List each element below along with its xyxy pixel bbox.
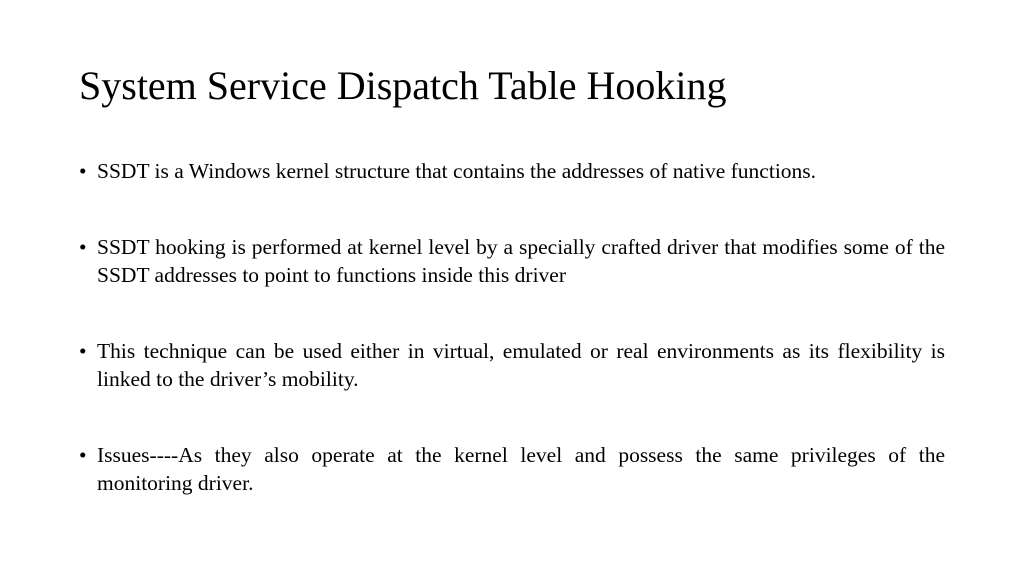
bullet-icon: •	[79, 159, 87, 183]
bullet-text: SSDT hooking is performed at kernel level by a specially crafted driver that modifies some of the SSDT addresses to point to functions inside this driver	[97, 235, 945, 287]
bullet-item	[79, 233, 945, 289]
bullet-icon: •	[79, 339, 87, 363]
bullet-icon: •	[79, 443, 87, 467]
bullet-item	[79, 441, 945, 497]
bullet-item	[79, 157, 945, 185]
bullet-text: This technique can be used either in virtual, emulated or real environments as its flexibility is linked to the driver’s mobility.	[97, 339, 945, 391]
bullet-text: SSDT is a Windows kernel structure that contains the addresses of native functions.	[97, 159, 817, 183]
bullet-icon: •	[79, 235, 87, 259]
bullet-list	[79, 157, 945, 545]
bullet-text: Issues----As they also operate at the kernel level and possess the same privileges of the monitoring driver.	[97, 443, 945, 495]
bullet-item	[79, 337, 945, 393]
slide-title: System Service Dispatch Table Hooking	[79, 63, 727, 108]
